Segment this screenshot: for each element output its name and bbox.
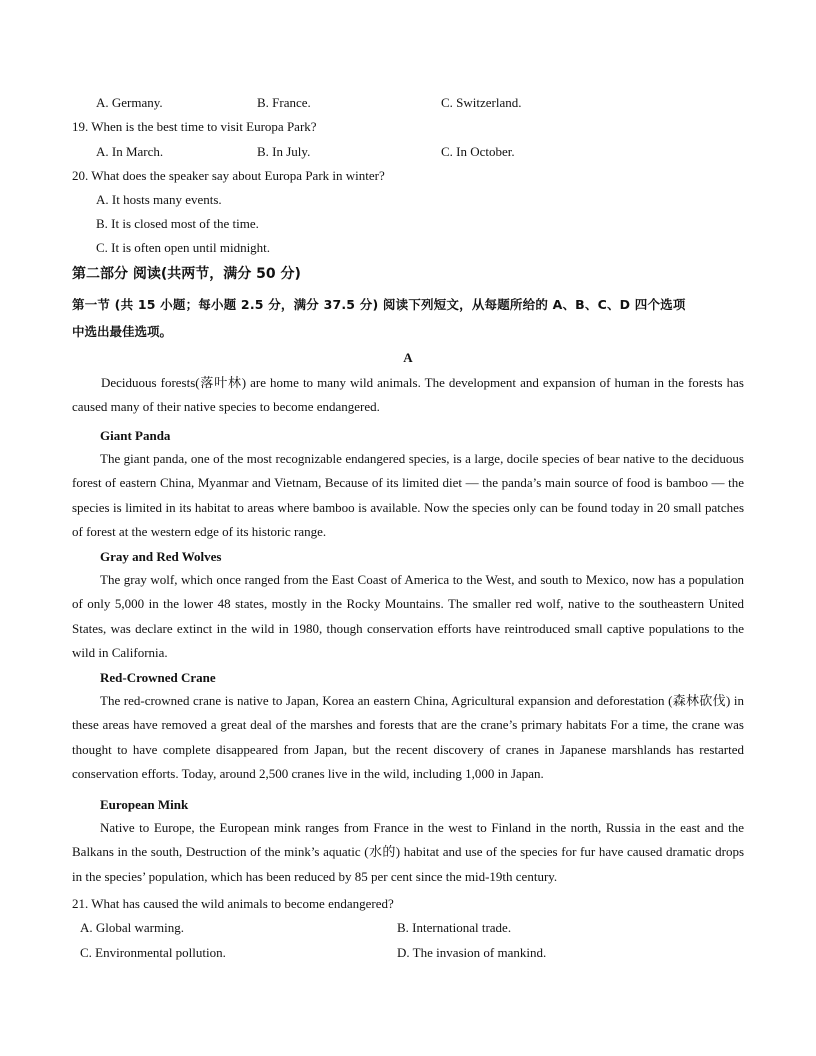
- body-mink: Native to Europe, the European mink ranges from France in the west to Finland in the north, Russia in the east and the Balkans in the south, Destruction of the mink’s aquatic (水的) habitat and use of the species for fur have caused dramatic drops in the species’ population, which has been reduced by 85 per cent since the mid-19th century.: [72, 820, 744, 884]
- q21-option-c: C. Environmental pollution.: [80, 945, 226, 960]
- q18-option-c: C. Switzerland.: [441, 95, 522, 110]
- q18-option-a: A. Germany.: [96, 95, 163, 110]
- q20-stem: 20. What does the speaker say about Europa Park in winter?: [72, 168, 385, 183]
- q21-option-b: B. International trade.: [397, 920, 512, 935]
- passage-label: A: [403, 350, 413, 365]
- section1-instruction-line1: 第一节 (共 15 小题；每小题 2.5 分，满分 37.5 分) 阅读下列短文，从每题所给的 A、B、C、D 四个选项: [72, 297, 686, 312]
- q19-option-b: B. In July.: [257, 144, 311, 159]
- passage-intro: Deciduous forests(落叶林) are home to many wild animals. The development and expansion of human in the forests has caused many of their native species to become endangered.: [72, 375, 744, 415]
- heading-wolves: Gray and Red Wolves: [100, 549, 222, 564]
- q20-option-b: B. It is closed most of the time.: [96, 216, 259, 231]
- section1-instruction-line2: 中选出最佳选项。: [72, 324, 173, 339]
- body-crane: The red-crowned crane is native to Japan, Korea an eastern China, Agricultural expansion and deforestation (森林砍伐) in these areas have removed a great deal of the marshes and forests that are the crane’s primary habitats For a time, the crane was thought to have complete disappeared from Japan, but the recent discovery of cranes in Japanese marshlands has restarted conservation efforts. Today, around 2,500 cranes live in the wild, including 1,000 in Japan.: [72, 693, 744, 782]
- heading-giant-panda: Giant Panda: [100, 428, 171, 443]
- part2-title: 第二部分 阅读(共两节，满分 50 分): [72, 266, 301, 282]
- q21-option-a: A. Global warming.: [80, 920, 184, 935]
- heading-crane: Red-Crowned Crane: [100, 670, 216, 685]
- body-wolves: The gray wolf, which once ranged from the East Coast of America to the West, and south to Mexico, now has a population of only 5,000 in the lower 48 states, mostly in the Rocky Mountains. The smaller red wolf, native to the southeastern United States, was declare extinct in the wild in 1980, though conservation efforts have reintroduced small captive populations to the wild in California.: [72, 572, 744, 661]
- q20-option-a: A. It hosts many events.: [96, 192, 222, 207]
- q19-stem: 19. When is the best time to visit Europa Park?: [72, 119, 317, 134]
- q21-option-d: D. The invasion of mankind.: [397, 945, 547, 960]
- q19-option-c: C. In October.: [441, 144, 515, 159]
- q20-option-c: C. It is often open until midnight.: [96, 240, 271, 255]
- body-giant-panda: The giant panda, one of the most recognizable endangered species, is a large, docile species of bear native to the deciduous forest of eastern China, Myanmar and Vietnam, Because of its limited diet — the panda’s main source of food is bamboo — the species is limited in its habitat to areas where bamboo is available. Now the species only can be found today in 20 small patches of forest at the western edge of its historic range.: [72, 451, 744, 540]
- q21-stem: 21. What has caused the wild animals to become endangered?: [72, 896, 394, 911]
- heading-mink: European Mink: [100, 797, 189, 812]
- q19-option-a: A. In March.: [96, 144, 164, 159]
- q18-option-b: B. France.: [257, 95, 311, 110]
